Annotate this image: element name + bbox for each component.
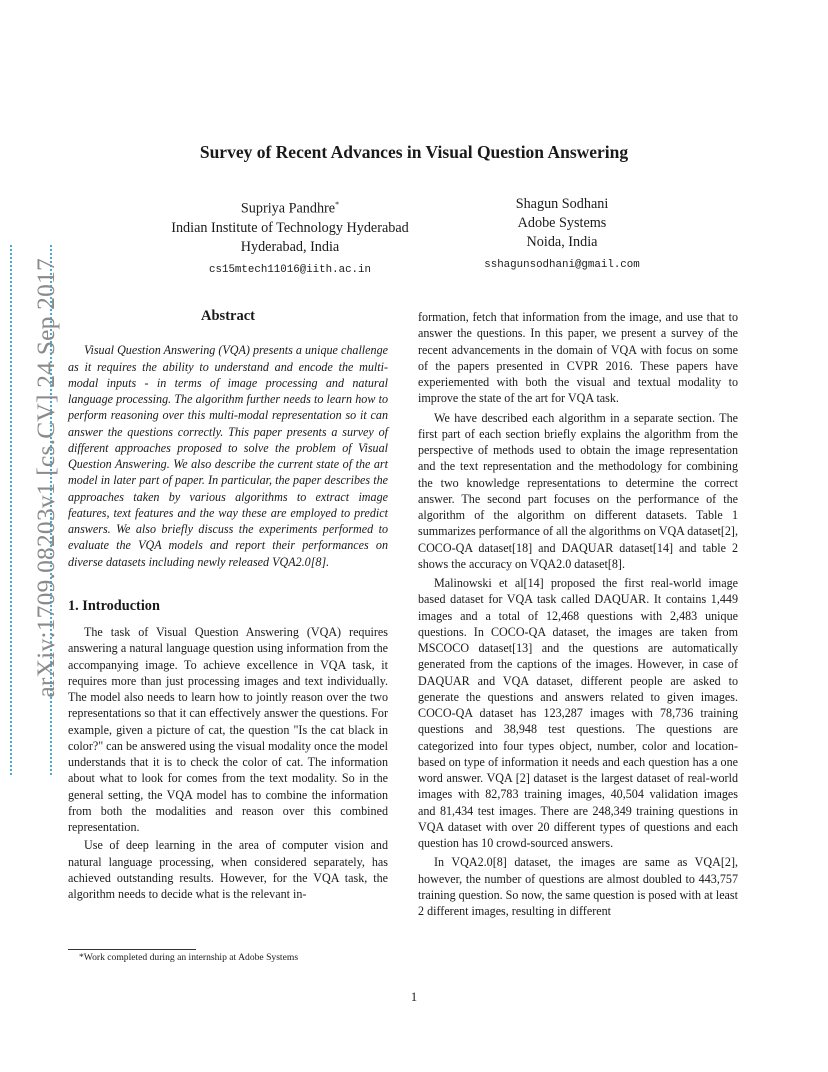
author-location: Hyderabad, India [240,238,340,255]
author-block-1 [140,195,440,280]
left-column [68,308,388,902]
author-location: Noida, India [526,234,598,250]
right-column [418,309,738,919]
abstract [68,342,388,570]
page-number: 1 [410,990,418,1004]
abstract-text: Visual Question Answering (VQA) presents a unique challenge as it requires the ability to understand and encode the multi-modal inputs - in terms of image processing and natural language processing. The algorithm further needs to learn how to perform reasoning over this multi-modal representation so it can answer the questions correctly. This paper presents a survey of different approaches proposed to solve the problem of Visual Question Answering. We also describe the current state of the art model in later part of paper. In particular, the paper describes the approaches taken by various algorithms to extract image features, text features and the way these are employed to predict answers. We also briefly discuss the experiments performed to evaluate the VQA models and report their performances on diverse datasets including newly released VQA2.0[8]. [68,343,388,569]
author-email[interactable]: cs15mtech11016@iith.ac.in [209,263,371,276]
intro-paragraph-2: Use of deep learning in the area of computer vision and natural language processing, when considered separately, has achieved outstanding results. However, for the VQA task, the algorithm needs to decide what is the relevant in- [68,838,388,901]
right-paragraph-4: In VQA2.0[8] dataset, the images are same as VQA[2], however, the number of questions are almost doubled to 443,757 training question. So now, the same question is posed with at least 2 different images, resulting in different [418,855,738,918]
right-paragraph-1: formation, fetch that information from the image, and use that to answer the questions. In this paper, we present a survey of the recent advancements in the domain of VQA with focus on some of the papers presented in CVPR 2016. These papers have experiemented with both the visual and textual modality to improve the state of the art for VQA task. [418,310,738,406]
author-affiliation: Adobe Systems [517,215,607,231]
right-paragraph-2: We have described each algorithm in a separate section. The first part of each section briefly explains the algorithm from the perspective of methods used to obtain the image representation and the text representation and the methodology for combining the two knowledge representations to determine the correct answer. The second part focuses on the performance of the algorithm of the algorithm on different datasets. Table 1 summarizes performance of all the algorithms on VQA dataset[2], COCO-QA dataset[18] and DAQUAR dataset[14] and table 2 shows the accuracy on VQA2.0 dataset[8]. [418,410,738,571]
right-paragraph-3: Malinowski et al[14] proposed the first real-world image based dataset for VQA task called DAQUAR. It contains 1,449 images and a total of 12,468 questions with 2,483 unique questions. In COCO-QA dataset, the images are taken from MSCOCO dataset[13] and the questions are automatically generated from the captions of the images. However, in case of DAQUAR and VQA dataset, different people are asked to generate the questions and answers related to given images. COCO-QA dataset has 123,287 images with 78,736 training questions and 38,948 test questions. The questions are categorized into four types object, number, color and location-based on type of information it needs and each question has a one word answer. VQA [2] dataset is the largest dataset of real-world images with 82,783 training images, 40,504 validation images and 81,434 test images. There are 248,349 training questions in VQA dataset with over 20 different types of questions and each question has 10 crowd-sourced answers. [418,576,738,850]
author-email[interactable]: sshagunsodhani@gmail.com [484,259,640,271]
intro-paragraph-1: The task of Visual Question Answering (VQA) requires answering a natural language question using information from the accompanying image. To achieve excellence in VQA task, it requires more than just processing images and text individually. The model also needs to learn how to jointly reason over the two representations so that it can effectively answer the questions. For example, given a picture of cat, the question "Is the cat black in color?" can be answered using the visual modality once the model understands that it is to check the color of cat. The information about what to look for comes from the text modality. So in the general setting, the VQA model has to combine the information from both the modalities and reason over this combined representation. [68,625,388,834]
author-affiliation: Indian Institute of Technology Hyderabad [171,219,409,236]
arxiv-stamp: arXiv:1709.08203v1 [cs.CV] 24 Sep 2017 [31,258,60,698]
footnote-rule [68,949,196,950]
author-name: Shagun Sodhani [515,196,609,212]
author-block-2 [462,195,662,275]
paper-title: Survey of Recent Advances in Visual Question Answering [199,142,629,162]
abstract-heading: Abstract [201,308,255,324]
author-name: Supriya Pandhre* [240,200,340,217]
section-heading-introduction: 1. Introduction [68,597,160,614]
footnote: *Work completed during an internship at Adobe Systems [79,952,299,963]
